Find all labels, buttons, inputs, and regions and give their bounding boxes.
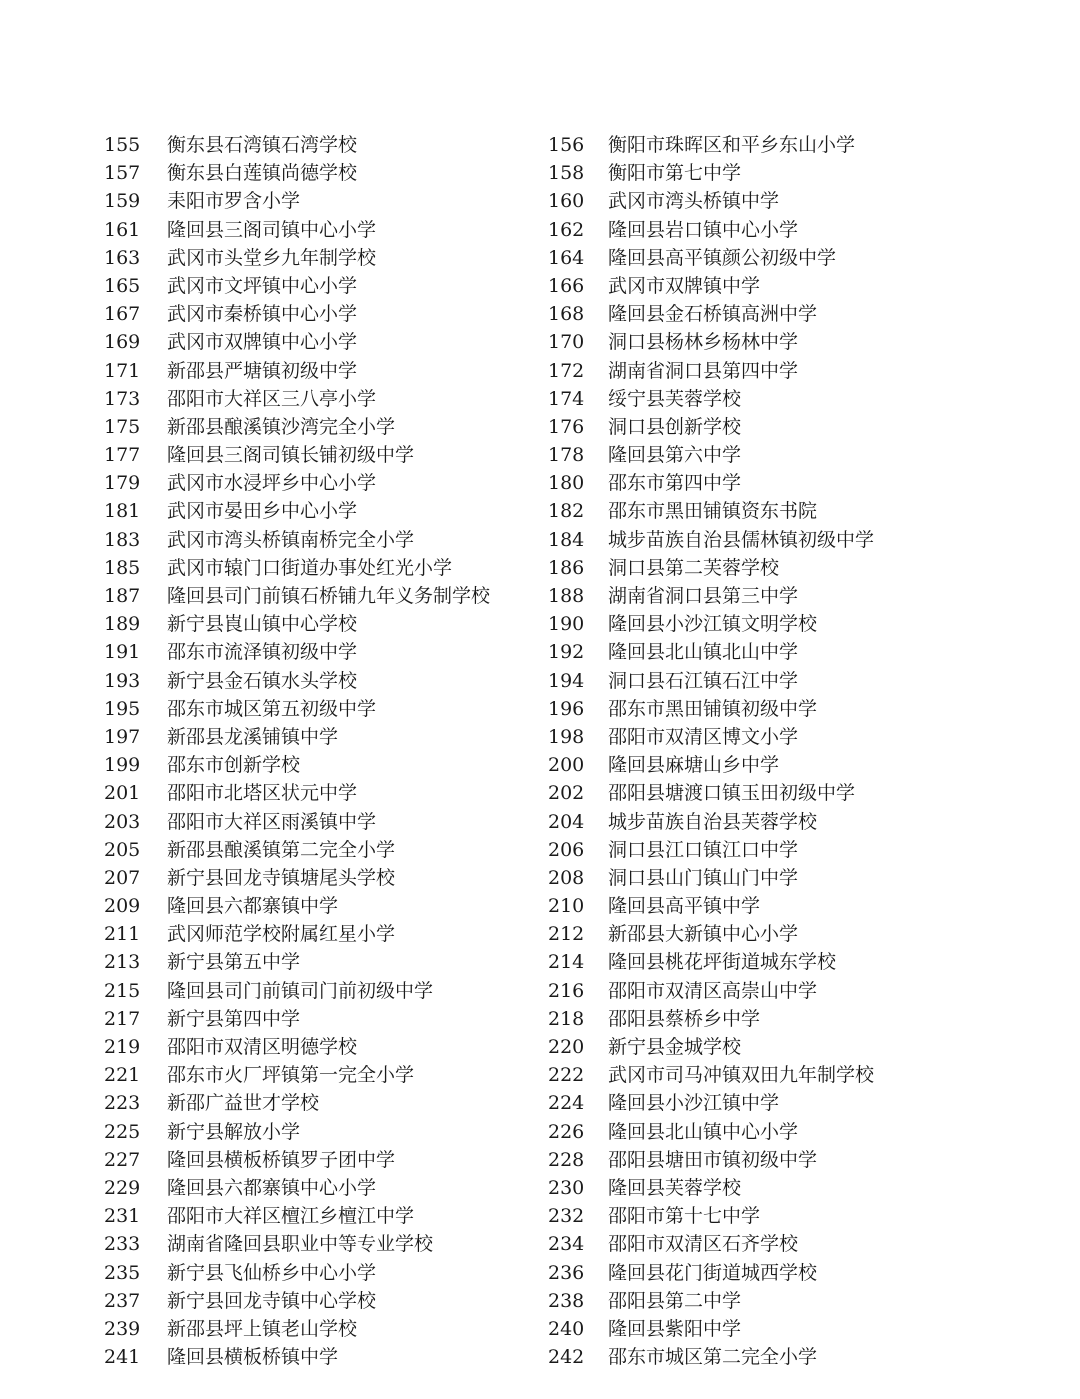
school-name: 邵东市城区第五初级中学 — [167, 697, 377, 720]
school-name: 新邵县酿溪镇第二完全小学 — [167, 838, 396, 861]
school-name: 武冈市头堂乡九年制学校 — [167, 246, 377, 269]
school-name: 洞口县石江镇石江中学 — [608, 669, 799, 692]
school-name: 隆回县北山镇中心小学 — [608, 1120, 799, 1143]
list-row — [0, 1230, 1080, 1258]
school-name: 邵阳市第十七中学 — [608, 1205, 761, 1228]
school-name: 武冈市湾头桥镇中学 — [608, 190, 780, 213]
school-name: 武冈市秦桥镇中心小学 — [167, 303, 358, 326]
school-name: 隆回县司门前镇石桥铺九年义务制学校 — [167, 585, 491, 607]
school-name: 洞口县第二芙蓉学校 — [608, 556, 780, 579]
school-name: 邵阳市双清区石齐学校 — [608, 1233, 799, 1256]
list-row — [0, 808, 1080, 836]
list-row — [0, 1343, 1080, 1371]
list-row — [0, 667, 1080, 695]
list-row — [0, 1259, 1080, 1287]
entry-number: 210 — [548, 895, 585, 918]
list-row — [0, 1118, 1080, 1146]
entry-number: 227 — [104, 1148, 141, 1171]
list-row — [0, 300, 1080, 328]
school-name: 洞口县江口镇江口中学 — [608, 838, 799, 861]
school-name: 新宁县金石镇水头学校 — [167, 669, 358, 692]
school-name: 隆回县六都寨镇中学 — [167, 895, 339, 918]
entry-number: 193 — [104, 669, 141, 692]
school-name: 邵东市黑田铺镇资东书院 — [608, 500, 818, 523]
school-name: 武冈市双牌镇中学 — [608, 274, 761, 297]
entry-number: 176 — [548, 415, 585, 438]
list-row — [0, 864, 1080, 892]
list-row — [0, 357, 1080, 385]
entry-number: 232 — [548, 1205, 585, 1228]
list-row — [0, 1174, 1080, 1202]
school-name: 隆回县高平镇颜公初级中学 — [608, 246, 837, 269]
entry-number: 192 — [548, 641, 585, 664]
entry-number: 241 — [104, 1346, 141, 1369]
school-name: 湖南省洞口县第三中学 — [608, 585, 799, 607]
school-name: 邵阳市大祥区三八亭小学 — [167, 387, 377, 410]
entry-number: 164 — [548, 246, 585, 269]
list-row — [0, 469, 1080, 497]
school-name: 邵阳县第二中学 — [608, 1289, 742, 1312]
list-row — [0, 779, 1080, 807]
school-name: 邵东市火厂坪镇第一完全小学 — [167, 1064, 415, 1087]
school-name: 新宁县飞仙桥乡中心小学 — [167, 1261, 377, 1284]
school-name: 绥宁县芙蓉学校 — [608, 387, 742, 410]
school-name: 城步苗族自治县儒林镇初级中学 — [608, 528, 875, 551]
entry-number: 216 — [548, 979, 585, 1002]
entry-number: 178 — [548, 444, 585, 467]
school-list — [0, 131, 1080, 1371]
list-row — [0, 131, 1080, 159]
entry-number: 204 — [548, 810, 585, 833]
school-name: 隆回县岩口镇中心小学 — [608, 218, 799, 241]
school-name: 邵阳县塘田市镇初级中学 — [608, 1148, 818, 1171]
entry-number: 156 — [548, 134, 585, 156]
school-name: 邵东市流泽镇初级中学 — [167, 641, 358, 664]
entry-number: 200 — [548, 754, 585, 777]
entry-number: 189 — [104, 613, 141, 636]
school-name: 隆回县六都寨镇中心小学 — [167, 1176, 377, 1199]
list-row — [0, 948, 1080, 976]
entry-number: 197 — [104, 725, 141, 748]
school-name: 新宁县回龙寺镇中心学校 — [167, 1289, 377, 1312]
entry-number: 158 — [548, 162, 585, 185]
entry-number: 182 — [548, 500, 585, 523]
school-name: 隆回县第六中学 — [608, 444, 742, 467]
entry-number: 174 — [548, 387, 585, 410]
school-name: 衡东县白莲镇尚德学校 — [167, 162, 358, 185]
entry-number: 212 — [548, 923, 585, 946]
entry-number: 194 — [548, 669, 585, 692]
school-name: 耒阳市罗含小学 — [167, 190, 301, 213]
school-name: 新邵县严塘镇初级中学 — [167, 359, 358, 382]
entry-number: 239 — [104, 1317, 141, 1340]
school-name: 新邵县大新镇中心小学 — [608, 923, 799, 946]
school-name: 武冈市水浸坪乡中心小学 — [167, 472, 377, 495]
entry-number: 234 — [548, 1233, 585, 1256]
list-row — [0, 244, 1080, 272]
entry-number: 231 — [104, 1205, 141, 1228]
list-row — [0, 385, 1080, 413]
school-name: 武冈市文坪镇中心小学 — [167, 274, 358, 297]
school-name: 武冈市湾头桥镇南桥完全小学 — [167, 528, 415, 551]
school-name: 新宁县第五中学 — [167, 951, 301, 974]
school-name: 邵阳市大祥区雨溪镇中学 — [167, 810, 377, 833]
school-name: 邵东市黑田铺镇初级中学 — [608, 697, 818, 720]
school-name: 新宁县解放小学 — [167, 1120, 301, 1143]
entry-number: 236 — [548, 1261, 585, 1284]
school-name: 新邵县坪上镇老山学校 — [167, 1317, 358, 1340]
entry-number: 165 — [104, 274, 141, 297]
school-name: 隆回县小沙江镇中学 — [608, 1092, 780, 1115]
school-name: 新宁县金城学校 — [608, 1036, 742, 1058]
entry-number: 202 — [548, 782, 585, 805]
entry-number: 215 — [104, 979, 141, 1002]
school-name: 隆回县横板桥镇罗子团中学 — [167, 1148, 396, 1171]
entry-number: 173 — [104, 387, 141, 410]
entry-number: 172 — [548, 359, 585, 382]
entry-number: 223 — [104, 1092, 141, 1115]
entry-number: 218 — [548, 1007, 585, 1030]
entry-number: 185 — [104, 556, 141, 579]
list-row — [0, 1033, 1080, 1061]
school-name: 隆回县麻塘山乡中学 — [608, 754, 780, 777]
entry-number: 179 — [104, 472, 141, 495]
list-row — [0, 1315, 1080, 1343]
school-name: 新邵广益世才学校 — [167, 1092, 320, 1115]
school-name: 隆回县芙蓉学校 — [608, 1176, 742, 1199]
entry-number: 168 — [548, 303, 585, 326]
entry-number: 211 — [104, 923, 141, 946]
list-row — [0, 216, 1080, 244]
entry-number: 198 — [548, 725, 585, 748]
list-row — [0, 187, 1080, 215]
list-row — [0, 723, 1080, 751]
entry-number: 196 — [548, 697, 585, 720]
entry-number: 205 — [104, 838, 141, 861]
school-name: 隆回县小沙江镇文明学校 — [608, 613, 818, 636]
school-name: 隆回县金石桥镇高洲中学 — [608, 303, 818, 326]
entry-number: 238 — [548, 1289, 585, 1312]
list-row — [0, 1146, 1080, 1174]
school-name: 隆回县司门前镇司门前初级中学 — [167, 979, 434, 1002]
school-name: 武冈市辕门口街道办事处红光小学 — [167, 556, 453, 579]
entry-number: 163 — [104, 246, 141, 269]
list-row — [0, 1089, 1080, 1117]
entry-number: 221 — [104, 1064, 141, 1087]
entry-number: 177 — [104, 444, 141, 467]
entry-number: 206 — [548, 838, 585, 861]
school-name: 新宁县回龙寺镇塘尾头学校 — [167, 866, 396, 889]
school-name: 邵东市第四中学 — [608, 472, 742, 495]
school-name: 隆回县北山镇北山中学 — [608, 641, 799, 664]
list-row — [0, 1005, 1080, 1033]
school-name: 邵东市创新学校 — [167, 754, 301, 777]
entry-number: 195 — [104, 697, 141, 720]
school-name: 隆回县三阁司镇长铺初级中学 — [167, 444, 415, 467]
entry-number: 162 — [548, 218, 585, 241]
school-name: 隆回县横板桥镇中学 — [167, 1346, 339, 1369]
list-row — [0, 554, 1080, 582]
school-name: 湖南省洞口县第四中学 — [608, 359, 799, 382]
entry-number: 237 — [104, 1289, 141, 1312]
entry-number: 207 — [104, 866, 141, 889]
school-name: 衡阳市珠晖区和平乡东山小学 — [608, 134, 856, 156]
list-row — [0, 1202, 1080, 1230]
list-row — [0, 610, 1080, 638]
school-name: 武冈市双牌镇中心小学 — [167, 331, 358, 354]
school-name: 洞口县杨林乡杨林中学 — [608, 331, 799, 354]
list-row — [0, 497, 1080, 525]
school-name: 新邵县酿溪镇沙湾完全小学 — [167, 415, 396, 438]
entry-number: 208 — [548, 866, 585, 889]
list-row — [0, 272, 1080, 300]
entry-number: 161 — [104, 218, 141, 241]
entry-number: 229 — [104, 1176, 141, 1199]
entry-number: 188 — [548, 585, 585, 607]
list-row — [0, 159, 1080, 187]
entry-number: 170 — [548, 331, 585, 354]
entry-number: 240 — [548, 1317, 585, 1340]
entry-number: 159 — [104, 190, 141, 213]
entry-number: 214 — [548, 951, 585, 974]
entry-number: 220 — [548, 1036, 585, 1058]
entry-number: 186 — [548, 556, 585, 579]
school-name: 邵阳县塘渡口镇玉田初级中学 — [608, 782, 856, 805]
entry-number: 222 — [548, 1064, 585, 1087]
school-name: 新宁县崀山镇中心学校 — [167, 613, 358, 636]
entry-number: 187 — [104, 585, 141, 607]
entry-number: 171 — [104, 359, 141, 382]
list-row — [0, 920, 1080, 948]
school-name: 衡阳市第七中学 — [608, 162, 742, 185]
entry-number: 219 — [104, 1036, 141, 1058]
list-row — [0, 328, 1080, 356]
entry-number: 167 — [104, 303, 141, 326]
entry-number: 181 — [104, 500, 141, 523]
entry-number: 213 — [104, 951, 141, 974]
school-name: 隆回县高平镇中学 — [608, 895, 761, 918]
list-row — [0, 526, 1080, 554]
school-name: 新邵县龙溪铺镇中学 — [167, 725, 339, 748]
entry-number: 233 — [104, 1233, 141, 1256]
list-row — [0, 836, 1080, 864]
school-name: 邵阳市大祥区檀江乡檀江中学 — [167, 1205, 415, 1228]
entry-number: 209 — [104, 895, 141, 918]
list-row — [0, 582, 1080, 610]
list-row — [0, 751, 1080, 779]
school-name: 邵阳市双清区博文小学 — [608, 725, 799, 748]
school-name: 邵阳县蔡桥乡中学 — [608, 1007, 761, 1030]
school-name: 隆回县紫阳中学 — [608, 1317, 742, 1340]
entry-number: 224 — [548, 1092, 585, 1115]
entry-number: 183 — [104, 528, 141, 551]
entry-number: 166 — [548, 274, 585, 297]
school-name: 邵阳市双清区明德学校 — [167, 1036, 358, 1058]
entry-number: 191 — [104, 641, 141, 664]
list-row — [0, 695, 1080, 723]
entry-number: 230 — [548, 1176, 585, 1199]
list-row — [0, 1287, 1080, 1315]
entry-number: 155 — [104, 134, 141, 156]
school-name: 隆回县花门街道城西学校 — [608, 1261, 818, 1284]
entry-number: 199 — [104, 754, 141, 777]
school-name: 衡东县石湾镇石湾学校 — [167, 134, 358, 156]
entry-number: 242 — [548, 1346, 585, 1369]
entry-number: 175 — [104, 415, 141, 438]
school-name: 邵阳市北塔区状元中学 — [167, 782, 358, 805]
entry-number: 157 — [104, 162, 141, 185]
entry-number: 235 — [104, 1261, 141, 1284]
entry-number: 217 — [104, 1007, 141, 1030]
entry-number: 190 — [548, 613, 585, 636]
school-name: 邵东市城区第二完全小学 — [608, 1346, 818, 1369]
list-row — [0, 1061, 1080, 1089]
entry-number: 225 — [104, 1120, 141, 1143]
school-name: 洞口县创新学校 — [608, 415, 742, 438]
school-name: 邵阳市双清区高崇山中学 — [608, 979, 818, 1002]
entry-number: 228 — [548, 1148, 585, 1171]
school-name: 武冈市司马冲镇双田九年制学校 — [608, 1064, 875, 1087]
school-name: 新宁县第四中学 — [167, 1007, 301, 1030]
entry-number: 180 — [548, 472, 585, 495]
list-row — [0, 638, 1080, 666]
school-name: 湖南省隆回县职业中等专业学校 — [167, 1233, 434, 1256]
list-row — [0, 892, 1080, 920]
school-name: 隆回县三阁司镇中心小学 — [167, 218, 377, 241]
entry-number: 169 — [104, 331, 141, 354]
school-name: 城步苗族自治县芙蓉学校 — [608, 810, 818, 833]
entry-number: 160 — [548, 190, 585, 213]
entry-number: 201 — [104, 782, 141, 805]
list-row — [0, 977, 1080, 1005]
school-name: 武冈师范学校附属红星小学 — [167, 923, 396, 946]
school-name: 隆回县桃花坪街道城东学校 — [608, 951, 837, 974]
list-row — [0, 413, 1080, 441]
school-name: 武冈市晏田乡中心小学 — [167, 500, 358, 523]
list-row — [0, 441, 1080, 469]
school-name: 洞口县山门镇山门中学 — [608, 866, 799, 889]
entry-number: 226 — [548, 1120, 585, 1143]
entry-number: 184 — [548, 528, 585, 551]
entry-number: 203 — [104, 810, 141, 833]
